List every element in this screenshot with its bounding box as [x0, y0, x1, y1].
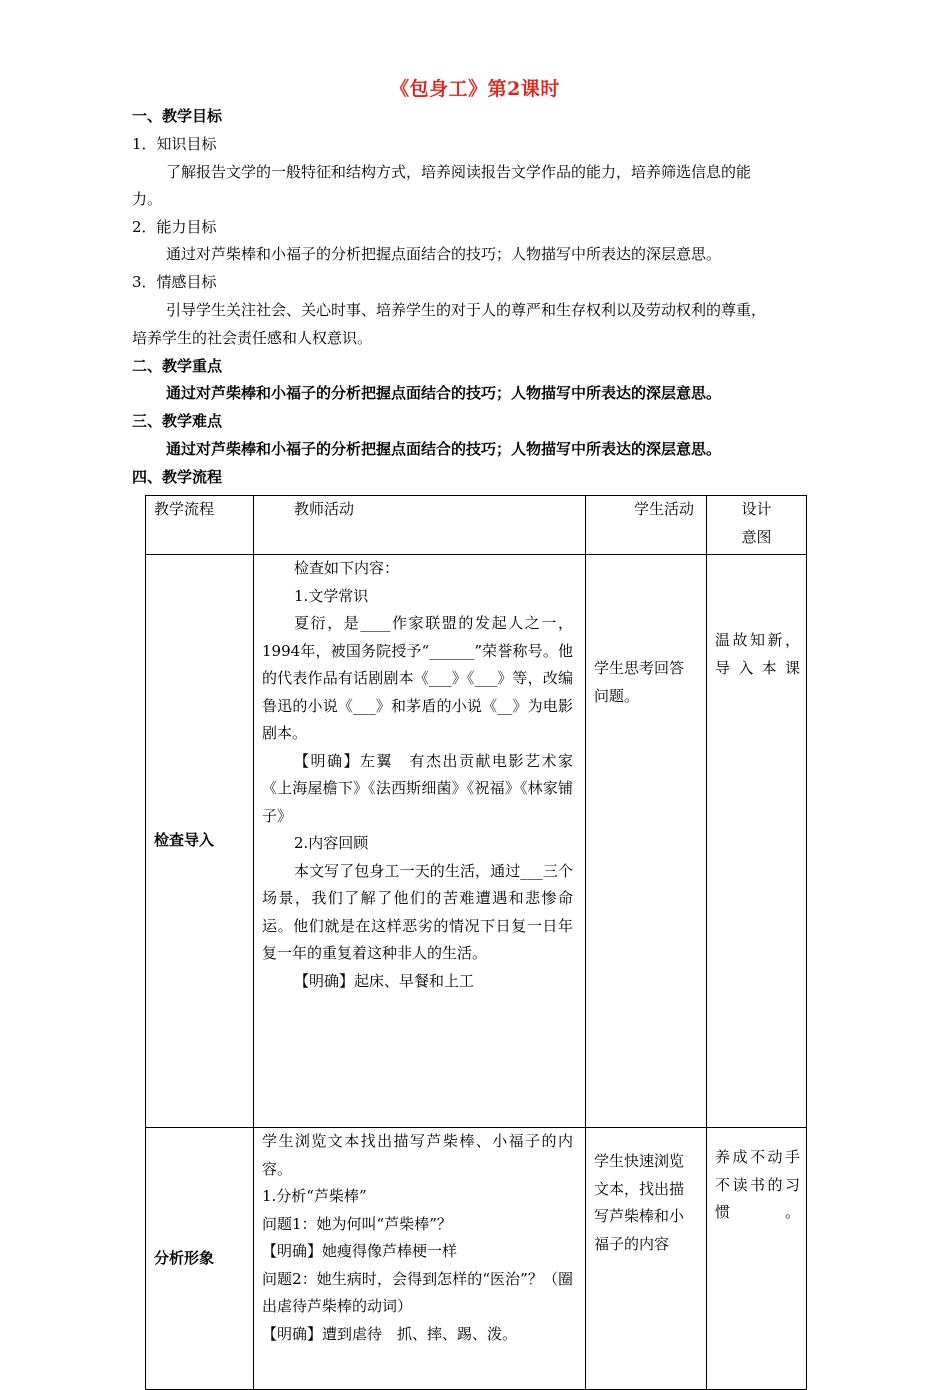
header-design-intent-line2: 意图 — [741, 527, 772, 546]
teacher-text: 问题2：她生病时，会得到怎样的“医治”？（圈出虐待芦柴棒的动词） — [262, 1269, 573, 1315]
ability-goal-text: 通过对芦柴棒和小福子的分析把握点面结合的技巧；人物描写中所表达的深层意思。 — [166, 245, 722, 263]
header-design-intent-line1: 设计 — [741, 500, 772, 518]
header-design-intent — [707, 496, 807, 555]
knowledge-goal-text: 了解报告文学的一般特征和结构方式，培养阅读报告文学作品的能力，培养筛选信息的能 — [166, 163, 752, 181]
teaching-process-table — [145, 495, 807, 1390]
knowledge-goal-heading: 1．知识目标 — [132, 135, 217, 153]
student-activity-cell: 学生思考回答问题。 — [586, 555, 707, 1128]
header-teacher-activity: 教师活动 — [254, 496, 586, 555]
teacher-text: 1.分析“芦柴棒” — [262, 1187, 367, 1205]
table-row — [146, 1128, 807, 1390]
key-points-text: 通过对芦柴棒和小福子的分析把握点面结合的技巧；人物描写中所表达的深层意思。 — [166, 384, 722, 402]
table-header-row — [146, 496, 807, 555]
stage-label: 分析形象 — [146, 1128, 254, 1390]
teacher-text: 检查如下内容： — [294, 559, 400, 577]
header-student-activity: 学生活动 — [586, 496, 707, 555]
teacher-text: 本文写了包身工一天的生活，通过___三个场景，我们了解了他们的苦难遭遇和悲惨命运。他们就是在这样恶劣的情况下日复一日年复一年的重复着这种非人的生活。 — [262, 861, 573, 962]
section-heading-objectives: 一、教学目标 — [132, 107, 223, 125]
emotion-goal-text: 引导学生关注社会、关心时事、培养学生的对于人的尊严和生存权利以及劳动权利的尊重， — [166, 301, 767, 319]
design-intent-cell: 养成不动手不读书的习惯。 — [707, 1128, 807, 1390]
emotion-goal-text-cont: 培养学生的社会责任感和人权意识。 — [132, 329, 373, 347]
design-intent-cell: 温故知新，导入本课 — [707, 555, 807, 1128]
knowledge-goal-text-cont: 力。 — [132, 190, 163, 208]
teacher-text: 学生浏览文本找出描写芦柴棒、小福子的内容。 — [262, 1132, 573, 1178]
teacher-text: 1.文学常识 — [294, 586, 369, 605]
teacher-text: 【明确】起床、早餐和上工 — [294, 971, 475, 990]
student-activity-cell: 学生快速浏览文本，找出描写芦柴棒和小福子的内容 — [586, 1128, 707, 1390]
teacher-activity-cell — [254, 1128, 586, 1390]
emotion-goal-heading: 3．情感目标 — [132, 273, 217, 291]
table-row — [146, 555, 807, 1128]
section-heading-key-points: 二、教学重点 — [132, 357, 223, 375]
section-heading-difficulties: 三、教学难点 — [132, 412, 223, 430]
header-process: 教学流程 — [146, 496, 254, 555]
ability-goal-heading: 2．能力目标 — [132, 218, 217, 236]
section-heading-process: 四、教学流程 — [132, 468, 223, 486]
teacher-text: 2.内容回顾 — [294, 834, 369, 852]
teacher-text: 【明确】遭到虐待 抓、摔、踢、泼。 — [262, 1324, 518, 1343]
stage-label: 检查导入 — [146, 555, 254, 1128]
teacher-text: 【明确】她瘦得像芦棒梗一样 — [262, 1242, 458, 1260]
difficulties-text: 通过对芦柴棒和小福子的分析把握点面结合的技巧；人物描写中所表达的深层意思。 — [166, 440, 722, 458]
teacher-activity-cell — [254, 555, 586, 1128]
teacher-text: 夏衍，是____作家联盟的发起人之一，1994年，被国务院授予“______”荣誉称号。他的代表作品有话剧剧本《___》《___》等，改编鲁迅的小说《___》和茅盾的小说《__》为电影剧本。 — [262, 614, 573, 742]
teacher-text: 【明确】左翼 有杰出贡献电影艺术家《上海屋檐下》《法西斯细菌》《祝福》《林家铺子》 — [262, 751, 573, 825]
page-title: 《包身工》第2课时 — [390, 78, 560, 100]
teacher-text: 问题1：她为何叫“芦柴棒”？ — [262, 1214, 452, 1233]
